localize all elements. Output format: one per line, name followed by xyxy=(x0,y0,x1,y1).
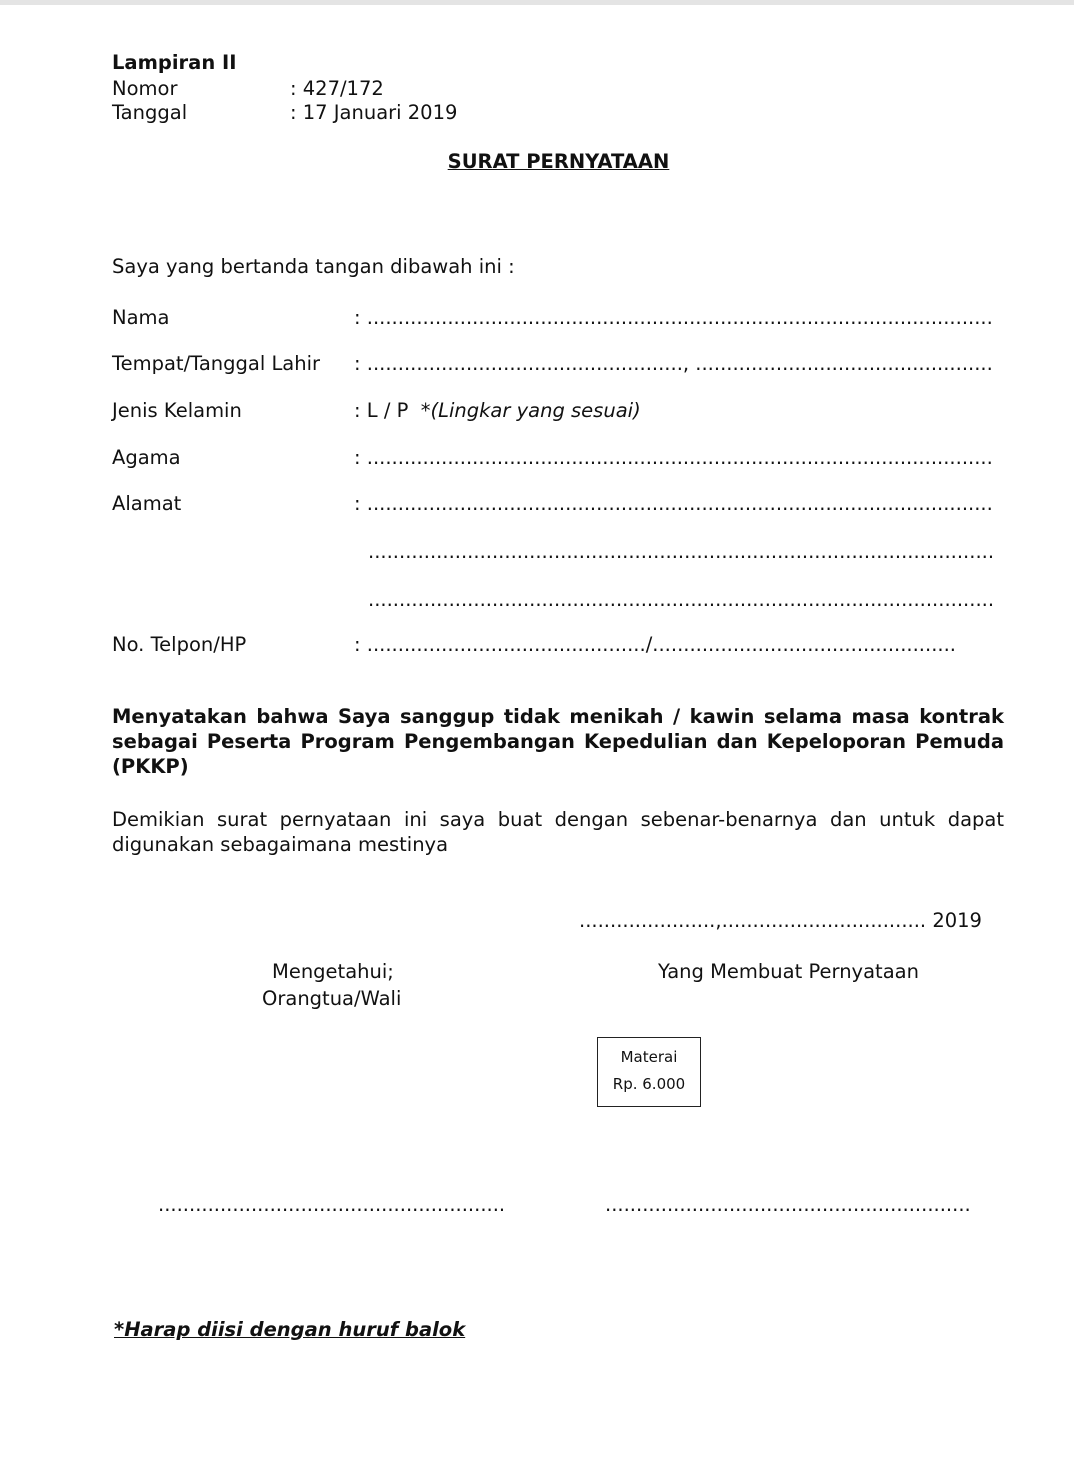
date-line: ......................,................................. 2019 xyxy=(579,909,982,932)
field-label-jenis-kelamin: Jenis Kelamin xyxy=(112,399,242,422)
footnote-text: *Harap diisi dengan huruf balok xyxy=(114,1318,466,1341)
yang-membuat-label: Yang Membuat Pernyataan xyxy=(658,960,919,983)
field-telp-blank: : ............................................./................................................. xyxy=(354,633,956,656)
field-label-ttl: Tempat/Tanggal Lahir xyxy=(112,352,321,375)
field-label-telp: No. Telpon/HP xyxy=(112,633,247,656)
field-alamat-line2: ..................................................................................................... xyxy=(368,540,995,563)
field-ttl-blank: : ..................................................., ................................................ xyxy=(354,352,993,375)
materai-label: Materai xyxy=(620,1048,678,1066)
lampiran-heading: Lampiran II xyxy=(112,51,237,74)
mengetahui-label: Mengetahui; xyxy=(272,960,394,983)
statement-paragraph: Menyatakan bahwa Saya sanggup tidak menikah / kawin selama masa kontrak sebagai Peserta Program Pengembangan Kepedulian dan Kepeloporan Pemuda (PKKP) xyxy=(112,705,1004,778)
field-alamat-line3: ..................................................................................................... xyxy=(368,588,995,611)
field-agama-blank: : ..................................................................................................... xyxy=(354,446,993,469)
tanggal-label: Tanggal xyxy=(112,101,188,124)
nomor-value: : 427/172 xyxy=(290,77,384,100)
left-signature-line: ........................................................ xyxy=(158,1193,506,1216)
gender-options: : L / P xyxy=(354,399,409,422)
top-border xyxy=(0,0,1074,5)
tanggal-value: : 17 Januari 2019 xyxy=(290,101,458,124)
materai-amount: Rp. 6.000 xyxy=(612,1075,686,1093)
field-label-alamat: Alamat xyxy=(112,492,182,515)
materai-stamp-box xyxy=(597,1037,701,1107)
gender-note: *(Lingkar yang sesuai) xyxy=(420,399,641,422)
nomor-label: Nomor xyxy=(112,77,178,100)
right-signature-line: ........................................................... xyxy=(605,1193,971,1216)
field-jenis-kelamin-value xyxy=(354,399,641,423)
orangtua-wali-label: Orangtua/Wali xyxy=(262,987,402,1010)
field-label-agama: Agama xyxy=(112,446,181,469)
closing-paragraph: Demikian surat pernyataan ini saya buat dengan sebenar-benarnya dan untuk dapat digunakan sebagaimana mestinya xyxy=(112,808,1004,856)
field-alamat-blank: : ..................................................................................................... xyxy=(354,492,993,515)
field-nama-blank: : ..................................................................................................... xyxy=(354,306,993,329)
intro-text: Saya yang bertanda tangan dibawah ini : xyxy=(112,255,515,278)
document-title: SURAT PERNYATAAN xyxy=(447,150,670,173)
field-label-nama: Nama xyxy=(112,306,170,329)
